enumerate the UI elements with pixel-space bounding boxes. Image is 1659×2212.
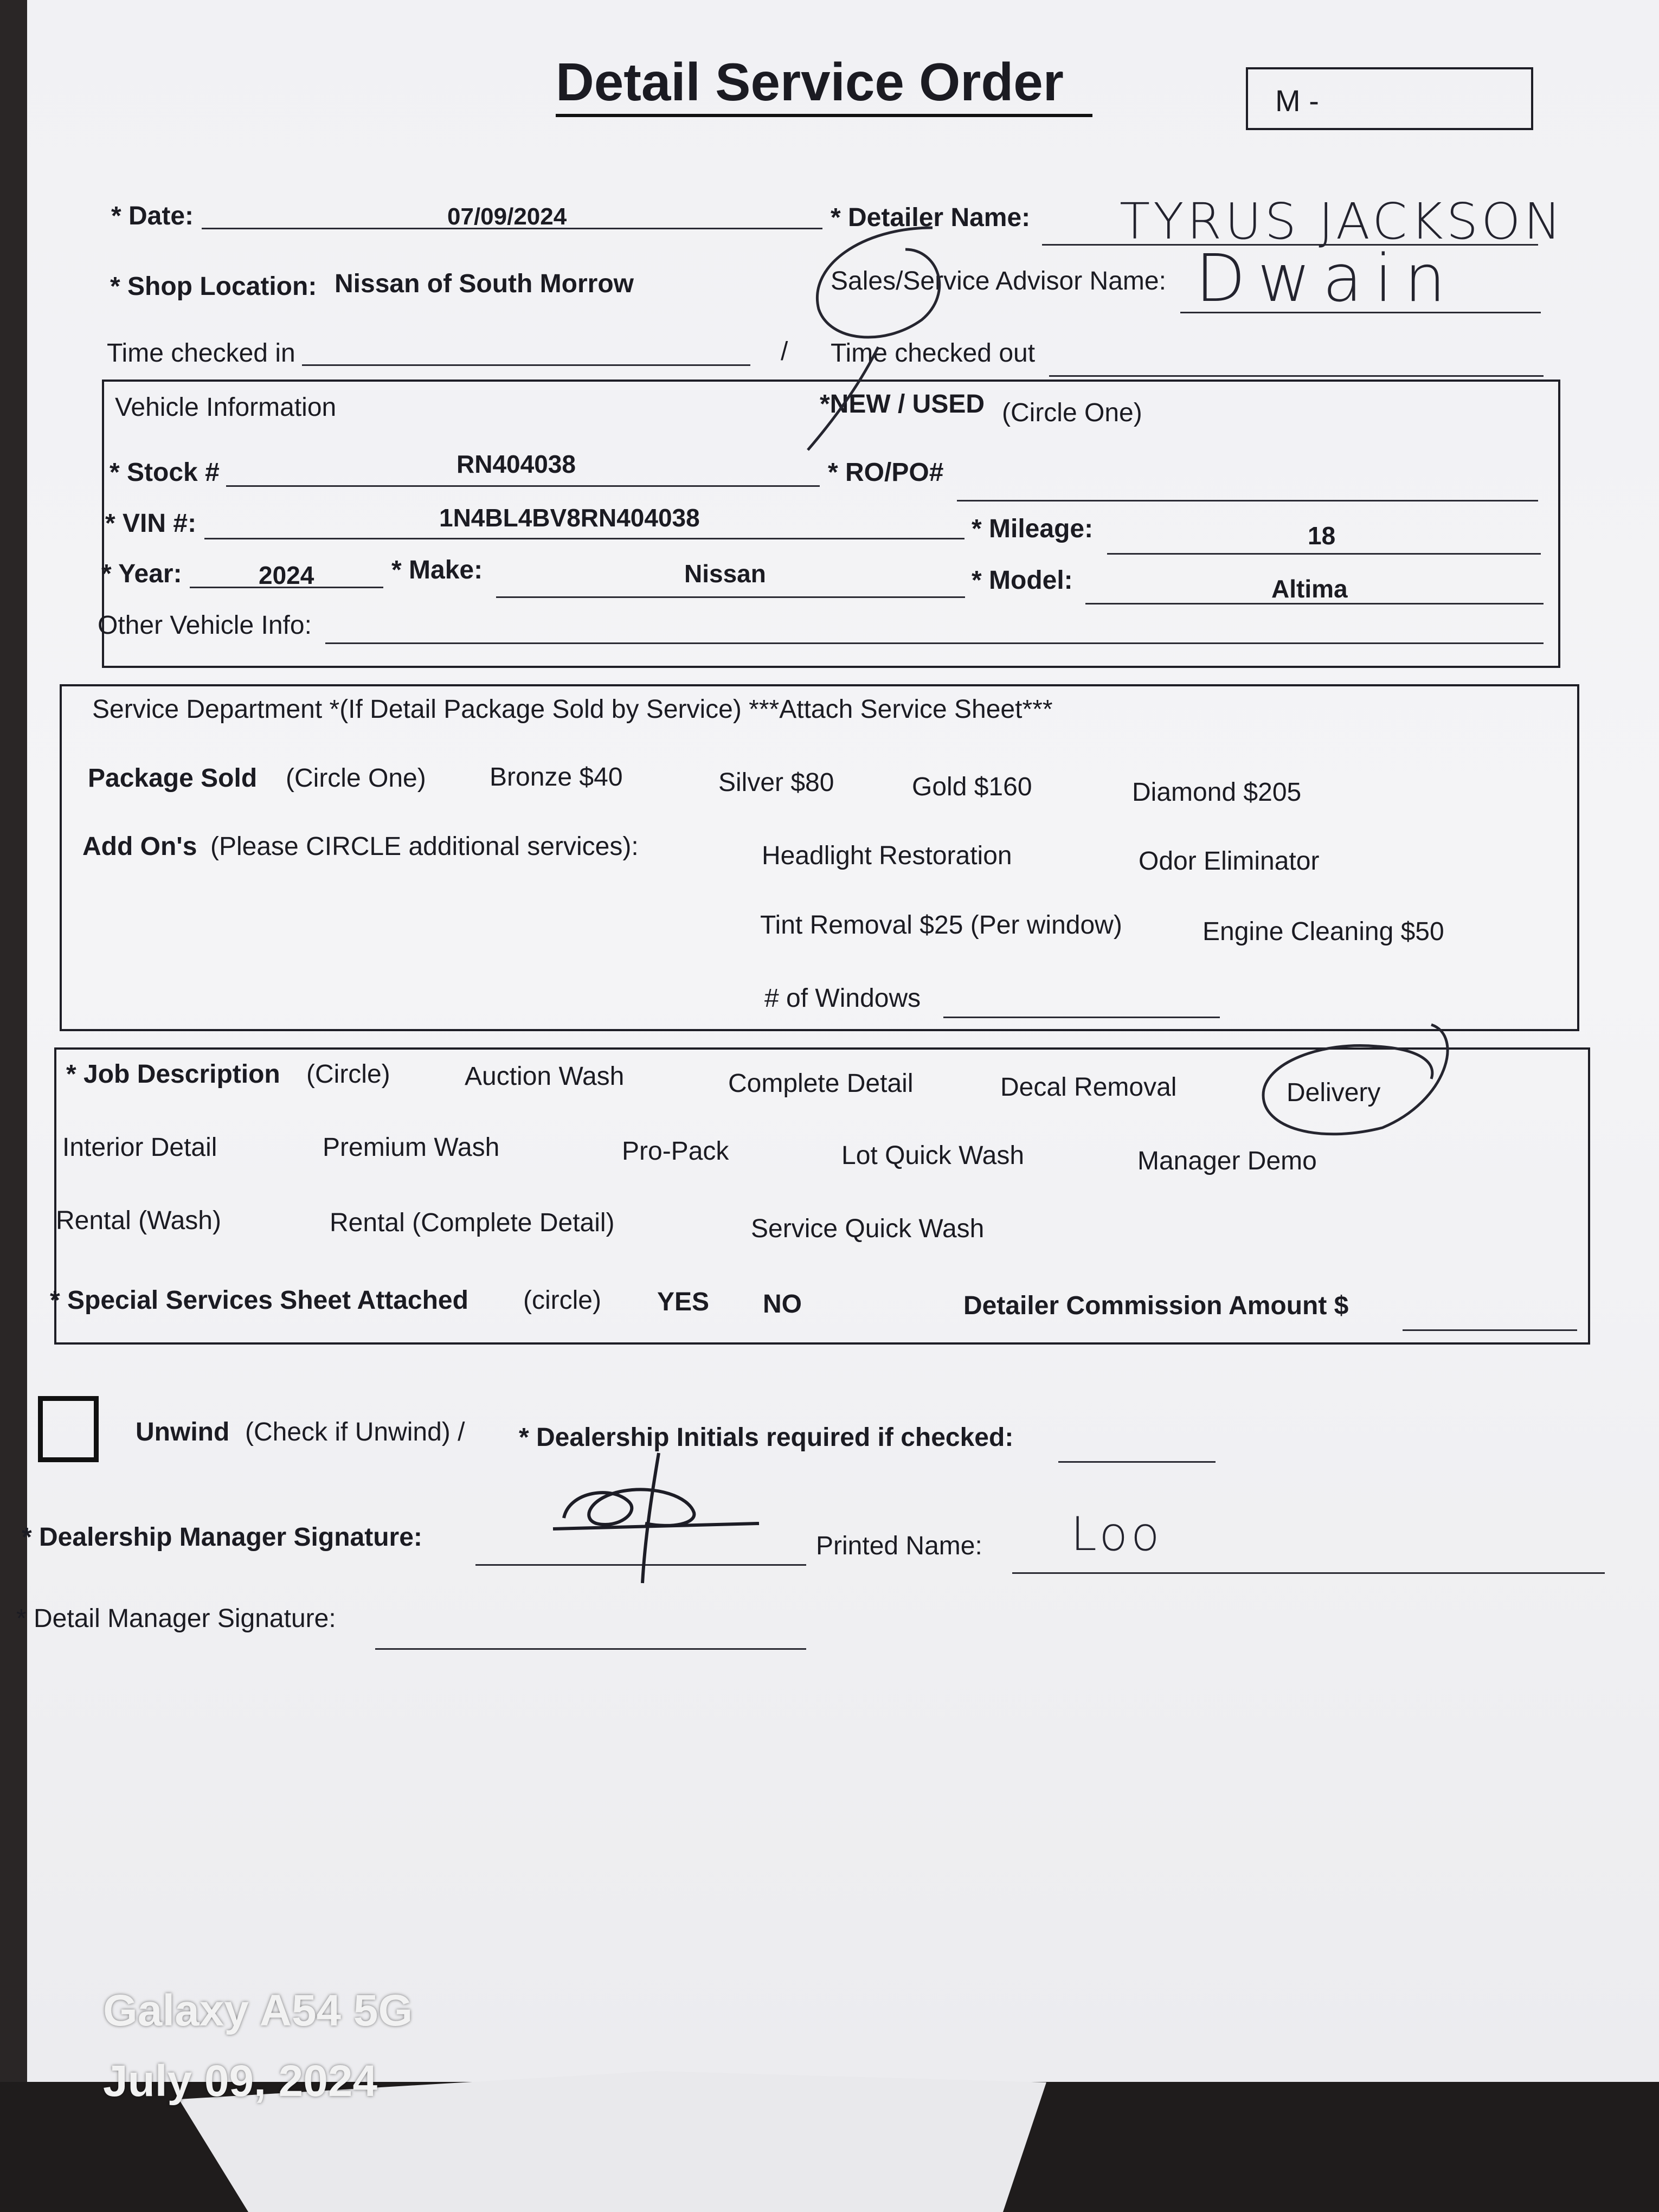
make-value[interactable]: Nissan [684, 560, 766, 588]
addon-tint[interactable]: Tint Removal $25 (Per window) [760, 911, 1122, 940]
delivery-circle-mark [1258, 1019, 1464, 1139]
unwind-hint: (Check if Unwind) / [245, 1418, 465, 1446]
job-delivery[interactable]: Delivery [1287, 1078, 1381, 1107]
package-silver[interactable]: Silver $80 [718, 768, 834, 797]
job-premium-wash[interactable]: Premium Wash [323, 1133, 500, 1162]
addon-engine[interactable]: Engine Cleaning $50 [1203, 917, 1444, 946]
time-in-label: Time checked in [107, 339, 295, 368]
title-underline [556, 114, 1092, 117]
shop-location-label: * Shop Location: [110, 272, 317, 301]
year-value[interactable]: 2024 [259, 561, 314, 589]
job-rental-complete[interactable]: Rental (Complete Detail) [330, 1208, 615, 1237]
time-in-line [302, 364, 750, 366]
model-label: * Model: [972, 566, 1073, 595]
package-label: Package Sold [88, 764, 258, 793]
camera-device-stamp: Galaxy A54 5G [103, 1986, 413, 2035]
manager-signature-scrawl [548, 1437, 764, 1589]
mileage-label: * Mileage: [972, 515, 1094, 543]
time-out-line [1049, 375, 1544, 377]
stock-value[interactable]: RN404038 [456, 450, 576, 478]
addon-headlight[interactable]: Headlight Restoration [762, 841, 1012, 870]
vin-line [204, 538, 964, 539]
m-number-box[interactable] [1246, 67, 1533, 130]
manager-signature-label: * Dealership Manager Signature: [22, 1523, 422, 1552]
vin-label: * VIN #: [105, 509, 197, 538]
model-line [1085, 603, 1544, 605]
form-title: Detail Service Order [556, 52, 1064, 112]
job-rental-wash[interactable]: Rental (Wash) [56, 1206, 221, 1235]
commission-label: Detailer Commission Amount $ [963, 1291, 1349, 1320]
advisor-name-label: Sales/Service Advisor Name: [831, 267, 1166, 295]
advisor-name-value[interactable]: Dwain [1195, 241, 1458, 317]
vin-value[interactable]: 1N4BL4BV8RN404038 [439, 504, 700, 532]
job-complete-detail[interactable]: Complete Detail [728, 1069, 914, 1098]
stock-label: * Stock # [110, 458, 220, 487]
job-pro-pack[interactable]: Pro-Pack [622, 1137, 729, 1166]
addons-hint: (Please CIRCLE additional services): [210, 832, 639, 861]
other-vehicle-label: Other Vehicle Info: [98, 611, 312, 640]
unwind-checkbox[interactable] [38, 1396, 99, 1462]
make-label: * Make: [391, 556, 483, 584]
detail-manager-signature-line [375, 1648, 806, 1650]
vehicle-section-label: Vehicle Information [115, 393, 337, 422]
model-value[interactable]: Altima [1271, 575, 1348, 603]
date-value[interactable]: 07/09/2024 [447, 203, 567, 230]
package-gold[interactable]: Gold $160 [912, 773, 1032, 801]
dealership-initials-line [1058, 1461, 1216, 1463]
job-interior-detail[interactable]: Interior Detail [62, 1133, 217, 1162]
make-line [496, 596, 965, 598]
package-diamond[interactable]: Diamond $205 [1132, 778, 1302, 807]
camera-date-stamp: July 09, 2024 [103, 2056, 378, 2106]
special-no[interactable]: NO [763, 1290, 802, 1319]
job-label: * Job Description [66, 1060, 280, 1089]
dealership-initials-label: * Dealership Initials required if checked: [519, 1423, 1014, 1452]
service-header: Service Department *(If Detail Package Sold by Service) ***Attach Service Sheet*** [92, 695, 1053, 724]
printed-name-value[interactable]: Loo [1071, 1507, 1163, 1561]
commission-line [1403, 1329, 1577, 1331]
package-bronze[interactable]: Bronze $40 [490, 763, 623, 792]
printed-name-line [1012, 1572, 1605, 1574]
time-out-label: Time checked out [831, 339, 1036, 368]
printed-name-label: Printed Name: [816, 1532, 982, 1560]
new-used-circle-mark [797, 217, 960, 477]
windows-label: # of Windows [764, 984, 921, 1013]
new-used-label[interactable]: *NEW / USED [820, 390, 985, 419]
unwind-label: Unwind [136, 1418, 230, 1446]
detailer-name-value[interactable]: TYRUS JACKSON [1120, 192, 1565, 250]
job-manager-demo[interactable]: Manager Demo [1137, 1147, 1317, 1175]
time-separator: / [781, 337, 788, 366]
ropo-line [957, 500, 1538, 501]
job-service-quick-wash[interactable]: Service Quick Wash [751, 1214, 985, 1243]
ropo-label: * RO/PO# [828, 458, 944, 487]
year-label: * Year: [101, 560, 182, 588]
special-services-hint: (circle) [523, 1286, 601, 1315]
job-decal-removal[interactable]: Decal Removal [1000, 1073, 1177, 1102]
detail-manager-signature-label: * Detail Manager Signature: [16, 1604, 336, 1633]
detailer-name-label: * Detailer Name: [831, 203, 1031, 232]
date-label: * Date: [111, 202, 194, 230]
other-vehicle-line [325, 642, 1544, 644]
mileage-line [1107, 553, 1541, 555]
job-auction-wash[interactable]: Auction Wash [465, 1062, 625, 1091]
job-hint: (Circle) [306, 1060, 390, 1089]
job-lot-quick-wash[interactable]: Lot Quick Wash [841, 1141, 1025, 1170]
windows-line [943, 1017, 1220, 1018]
package-hint: (Circle One) [286, 764, 426, 793]
special-services-label: * Special Services Sheet Attached [50, 1286, 468, 1315]
special-yes[interactable]: YES [657, 1288, 710, 1316]
m-number-label: M - [1275, 83, 1319, 118]
mileage-value[interactable]: 18 [1308, 522, 1336, 550]
addons-label: Add On's [82, 832, 197, 861]
shop-location-value[interactable]: Nissan of South Morrow [335, 269, 634, 298]
stock-line [226, 485, 820, 487]
addon-odor[interactable]: Odor Eliminator [1139, 847, 1320, 876]
new-used-hint: (Circle One) [1002, 398, 1142, 427]
